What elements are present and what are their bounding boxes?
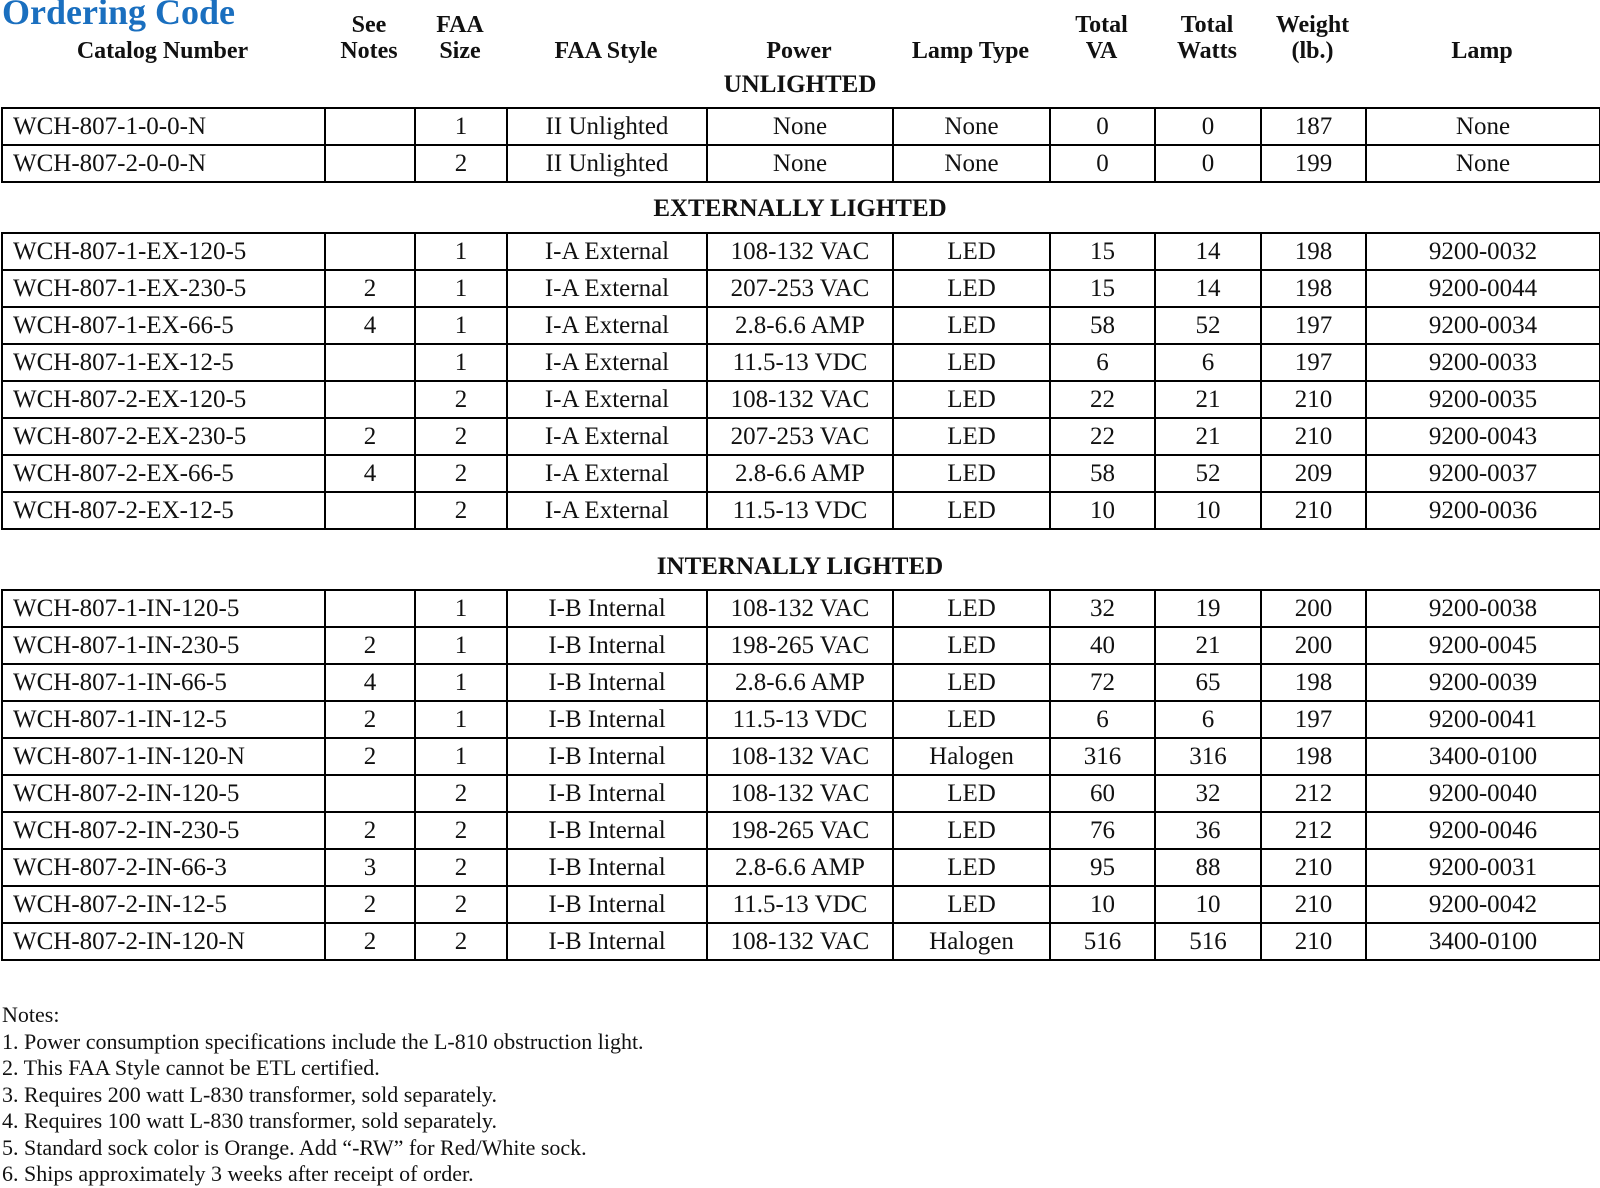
table-row [2, 270, 1600, 307]
cell-catalog-number: WCH-807-2-IN-66-3 [2, 849, 325, 886]
header-line: Total [1075, 12, 1128, 38]
cell-catalog-number: WCH-807-2-EX-120-5 [2, 381, 325, 418]
cell-power: 108-132 VAC [707, 738, 893, 775]
cell-power: 2.8-6.6 AMP [707, 307, 893, 344]
note-item: 4. Requires 100 watt L-830 transformer, sold separately. [2, 1108, 497, 1133]
cell-see-notes: 2 [325, 270, 415, 307]
cell-faa-style: I-B Internal [507, 775, 707, 812]
note-item: 6. Ships approximately 3 weeks after receipt of order. [2, 1161, 474, 1186]
cell-lamp: 9200-0038 [1366, 590, 1600, 627]
cell-faa-size: 1 [415, 233, 507, 270]
cell-weight: 200 [1261, 590, 1366, 627]
cell-total-watts: 21 [1155, 418, 1261, 455]
cell-total-va: 32 [1050, 590, 1155, 627]
cell-see-notes: 4 [325, 307, 415, 344]
cell-catalog-number: WCH-807-2-IN-230-5 [2, 812, 325, 849]
header-faa-size [414, 8, 506, 64]
cell-total-watts: 6 [1155, 344, 1261, 381]
cell-weight: 198 [1261, 233, 1366, 270]
header-line: Watts [1177, 38, 1237, 64]
cell-total-watts: 10 [1155, 886, 1261, 923]
cell-faa-size: 2 [415, 492, 507, 529]
cell-faa-size: 2 [415, 418, 507, 455]
cell-power: 207-253 VAC [707, 418, 893, 455]
cell-catalog-number: WCH-807-2-EX-230-5 [2, 418, 325, 455]
cell-weight: 198 [1261, 738, 1366, 775]
cell-faa-size: 2 [415, 775, 507, 812]
cell-see-notes: 2 [325, 886, 415, 923]
table-row [2, 738, 1600, 775]
header-lamp [1365, 8, 1599, 64]
cell-total-va: 15 [1050, 270, 1155, 307]
header-line: VA [1085, 38, 1118, 64]
cell-see-notes: 4 [325, 664, 415, 701]
table-row [2, 418, 1600, 455]
cell-weight: 199 [1261, 145, 1366, 182]
table-row [2, 775, 1600, 812]
notes-list [2, 1029, 644, 1188]
cell-weight: 197 [1261, 307, 1366, 344]
table-row [2, 307, 1600, 344]
cell-lamp: 9200-0042 [1366, 886, 1600, 923]
cell-total-watts: 65 [1155, 664, 1261, 701]
cell-faa-style: II Unlighted [507, 108, 707, 145]
table-row [2, 812, 1600, 849]
table-row [2, 108, 1600, 145]
cell-lamp: 9200-0033 [1366, 344, 1600, 381]
notes-section [2, 1002, 644, 1188]
cell-faa-style: I-A External [507, 455, 707, 492]
header-catalog-number [1, 8, 324, 64]
cell-see-notes: 2 [325, 923, 415, 960]
cell-faa-style: I-A External [507, 270, 707, 307]
cell-faa-size: 2 [415, 381, 507, 418]
cell-weight: 198 [1261, 270, 1366, 307]
cell-power: 2.8-6.6 AMP [707, 455, 893, 492]
cell-lamp: None [1366, 108, 1600, 145]
cell-total-va: 10 [1050, 886, 1155, 923]
cell-catalog-number: WCH-807-2-EX-12-5 [2, 492, 325, 529]
cell-see-notes: 2 [325, 812, 415, 849]
cell-faa-size: 2 [415, 812, 507, 849]
cell-faa-size: 2 [415, 455, 507, 492]
cell-total-watts: 88 [1155, 849, 1261, 886]
cell-faa-size: 1 [415, 270, 507, 307]
cell-total-va: 40 [1050, 627, 1155, 664]
cell-total-va: 516 [1050, 923, 1155, 960]
cell-faa-size: 2 [415, 923, 507, 960]
cell-lamp-type: None [893, 145, 1050, 182]
note-item: 5. Standard sock color is Orange. Add “-RW” for Red/White sock. [2, 1134, 587, 1160]
cell-faa-size: 1 [415, 664, 507, 701]
cell-faa-style: I-A External [507, 307, 707, 344]
cell-lamp-type: LED [893, 886, 1050, 923]
cell-total-watts: 516 [1155, 923, 1261, 960]
cell-faa-size: 1 [415, 627, 507, 664]
cell-see-notes [325, 344, 415, 381]
cell-total-va: 22 [1050, 381, 1155, 418]
cell-total-va: 316 [1050, 738, 1155, 775]
cell-total-va: 15 [1050, 233, 1155, 270]
cell-power: 2.8-6.6 AMP [707, 849, 893, 886]
cell-see-notes [325, 233, 415, 270]
cell-faa-style: I-A External [507, 418, 707, 455]
header-line: Lamp Type [911, 38, 1030, 64]
cell-total-va: 60 [1050, 775, 1155, 812]
cell-lamp-type: LED [893, 590, 1050, 627]
cell-weight: 210 [1261, 418, 1366, 455]
cell-catalog-number: WCH-807-1-IN-230-5 [2, 627, 325, 664]
cell-catalog-number: WCH-807-1-IN-12-5 [2, 701, 325, 738]
cell-see-notes [325, 145, 415, 182]
table-row [2, 923, 1600, 960]
cell-faa-size: 1 [415, 738, 507, 775]
cell-weight: 198 [1261, 664, 1366, 701]
notes-heading: Notes: [2, 1002, 60, 1027]
cell-weight: 210 [1261, 492, 1366, 529]
table-row [2, 492, 1600, 529]
cell-see-notes [325, 381, 415, 418]
table-row [2, 344, 1600, 381]
cell-catalog-number: WCH-807-2-IN-120-N [2, 923, 325, 960]
cell-total-watts: 19 [1155, 590, 1261, 627]
cell-faa-style: I-B Internal [507, 738, 707, 775]
table-externally-lighted [1, 232, 1600, 530]
cell-lamp-type: LED [893, 775, 1050, 812]
cell-power: 11.5-13 VDC [707, 886, 893, 923]
cell-see-notes [325, 492, 415, 529]
cell-total-va: 58 [1050, 455, 1155, 492]
note-item: 1. Power consumption specifications include the L-810 obstruction light. [2, 1028, 644, 1054]
cell-lamp-type: LED [893, 849, 1050, 886]
header-total-va [1049, 8, 1154, 64]
cell-total-va: 76 [1050, 812, 1155, 849]
cell-lamp: 9200-0034 [1366, 307, 1600, 344]
cell-faa-style: I-B Internal [507, 701, 707, 738]
table-row [2, 701, 1600, 738]
table-unlighted [1, 107, 1600, 183]
cell-see-notes [325, 108, 415, 145]
header-line: FAA Style [554, 38, 658, 64]
cell-power: None [707, 108, 893, 145]
cell-total-watts: 0 [1155, 145, 1261, 182]
cell-see-notes: 2 [325, 627, 415, 664]
cell-lamp: 9200-0031 [1366, 849, 1600, 886]
cell-faa-style: I-A External [507, 492, 707, 529]
cell-power: 2.8-6.6 AMP [707, 664, 893, 701]
header-line: Size [439, 38, 481, 64]
cell-total-va: 72 [1050, 664, 1155, 701]
cell-lamp-type: Halogen [893, 923, 1050, 960]
cell-catalog-number: WCH-807-1-EX-120-5 [2, 233, 325, 270]
page-title: Ordering Code [2, 0, 235, 32]
cell-power: 108-132 VAC [707, 381, 893, 418]
cell-lamp: 9200-0046 [1366, 812, 1600, 849]
cell-lamp-type: LED [893, 664, 1050, 701]
table-row [2, 455, 1600, 492]
cell-lamp: 3400-0100 [1366, 738, 1600, 775]
cell-total-watts: 6 [1155, 701, 1261, 738]
cell-total-va: 0 [1050, 108, 1155, 145]
cell-catalog-number: WCH-807-2-IN-120-5 [2, 775, 325, 812]
cell-total-watts: 14 [1155, 270, 1261, 307]
header-line: Total [1180, 12, 1234, 38]
header-power [706, 8, 892, 64]
header-line: Catalog Number [76, 38, 249, 64]
cell-faa-style: I-A External [507, 381, 707, 418]
table-row [2, 849, 1600, 886]
cell-faa-style: I-B Internal [507, 664, 707, 701]
cell-faa-style: I-A External [507, 344, 707, 381]
table-row [2, 381, 1600, 418]
cell-faa-size: 1 [415, 590, 507, 627]
cell-faa-size: 1 [415, 108, 507, 145]
header-line: FAA [436, 12, 484, 38]
cell-catalog-number: WCH-807-2-IN-12-5 [2, 886, 325, 923]
cell-faa-size: 1 [415, 701, 507, 738]
cell-catalog-number: WCH-807-1-EX-230-5 [2, 270, 325, 307]
cell-lamp-type: LED [893, 701, 1050, 738]
cell-lamp: 9200-0040 [1366, 775, 1600, 812]
cell-see-notes: 2 [325, 418, 415, 455]
cell-total-va: 6 [1050, 701, 1155, 738]
cell-power: 11.5-13 VDC [707, 344, 893, 381]
header-weight [1260, 8, 1365, 64]
cell-lamp-type: LED [893, 455, 1050, 492]
cell-lamp: 3400-0100 [1366, 923, 1600, 960]
header-line: See [351, 12, 387, 38]
header-see-notes [324, 8, 414, 64]
cell-faa-size: 1 [415, 307, 507, 344]
cell-lamp: 9200-0037 [1366, 455, 1600, 492]
header-line: Notes [340, 38, 398, 64]
cell-faa-style: I-B Internal [507, 886, 707, 923]
cell-total-va: 6 [1050, 344, 1155, 381]
cell-lamp-type: LED [893, 307, 1050, 344]
cell-catalog-number: WCH-807-2-EX-66-5 [2, 455, 325, 492]
cell-see-notes [325, 590, 415, 627]
cell-total-watts: 10 [1155, 492, 1261, 529]
cell-total-watts: 52 [1155, 307, 1261, 344]
cell-see-notes: 2 [325, 738, 415, 775]
cell-see-notes [325, 775, 415, 812]
cell-power: 108-132 VAC [707, 233, 893, 270]
table-row [2, 627, 1600, 664]
cell-catalog-number: WCH-807-1-EX-66-5 [2, 307, 325, 344]
section-title-unlighted: UNLIGHTED [723, 71, 877, 98]
cell-power: 108-132 VAC [707, 923, 893, 960]
cell-weight: 200 [1261, 627, 1366, 664]
header-line: Lamp [1451, 38, 1513, 64]
cell-lamp-type: None [893, 108, 1050, 145]
header-line: Weight [1275, 12, 1350, 38]
cell-weight: 209 [1261, 455, 1366, 492]
cell-lamp: 9200-0044 [1366, 270, 1600, 307]
cell-lamp-type: LED [893, 344, 1050, 381]
cell-lamp: 9200-0035 [1366, 381, 1600, 418]
cell-lamp: None [1366, 145, 1600, 182]
table-row [2, 886, 1600, 923]
cell-lamp-type: LED [893, 627, 1050, 664]
cell-faa-size: 2 [415, 849, 507, 886]
cell-weight: 210 [1261, 381, 1366, 418]
cell-total-watts: 36 [1155, 812, 1261, 849]
cell-lamp-type: LED [893, 812, 1050, 849]
cell-weight: 212 [1261, 775, 1366, 812]
cell-weight: 212 [1261, 812, 1366, 849]
cell-total-watts: 21 [1155, 381, 1261, 418]
cell-power: 198-265 VAC [707, 627, 893, 664]
cell-catalog-number: WCH-807-1-IN-120-5 [2, 590, 325, 627]
cell-lamp-type: Halogen [893, 738, 1050, 775]
cell-total-watts: 14 [1155, 233, 1261, 270]
table-row [2, 590, 1600, 627]
cell-lamp-type: LED [893, 270, 1050, 307]
note-item: 2. This FAA Style cannot be ETL certified. [2, 1055, 380, 1080]
cell-total-va: 10 [1050, 492, 1155, 529]
cell-faa-style: I-B Internal [507, 627, 707, 664]
cell-weight: 210 [1261, 923, 1366, 960]
cell-faa-style: I-A External [507, 233, 707, 270]
header-faa-style [506, 8, 706, 64]
cell-power: 11.5-13 VDC [707, 492, 893, 529]
cell-faa-style: I-B Internal [507, 923, 707, 960]
cell-lamp: 9200-0043 [1366, 418, 1600, 455]
cell-lamp: 9200-0032 [1366, 233, 1600, 270]
cell-power: 108-132 VAC [707, 590, 893, 627]
cell-power: 207-253 VAC [707, 270, 893, 307]
cell-power: 11.5-13 VDC [707, 701, 893, 738]
header-total-watts [1154, 8, 1260, 64]
cell-total-va: 22 [1050, 418, 1155, 455]
cell-faa-style: I-B Internal [507, 849, 707, 886]
table-row [2, 233, 1600, 270]
cell-total-va: 95 [1050, 849, 1155, 886]
cell-total-watts: 32 [1155, 775, 1261, 812]
cell-catalog-number: WCH-807-1-EX-12-5 [2, 344, 325, 381]
cell-lamp: 9200-0041 [1366, 701, 1600, 738]
header-line: (lb.) [1291, 38, 1334, 64]
cell-lamp-type: LED [893, 381, 1050, 418]
table-row [2, 145, 1600, 182]
cell-weight: 197 [1261, 344, 1366, 381]
note-item: 3. Requires 200 watt L-830 transformer, sold separately. [2, 1081, 497, 1107]
cell-total-va: 0 [1050, 145, 1155, 182]
cell-lamp: 9200-0039 [1366, 664, 1600, 701]
cell-catalog-number: WCH-807-1-IN-66-5 [2, 664, 325, 701]
header-line: Power [766, 38, 832, 64]
cell-see-notes: 3 [325, 849, 415, 886]
section-title-externally-lighted: EXTERNALLY LIGHTED [653, 195, 947, 222]
cell-lamp-type: LED [893, 492, 1050, 529]
cell-total-watts: 316 [1155, 738, 1261, 775]
cell-see-notes: 4 [325, 455, 415, 492]
cell-power: 198-265 VAC [707, 812, 893, 849]
cell-power: 108-132 VAC [707, 775, 893, 812]
cell-lamp: 9200-0045 [1366, 627, 1600, 664]
cell-total-va: 58 [1050, 307, 1155, 344]
cell-total-watts: 52 [1155, 455, 1261, 492]
cell-faa-style: I-B Internal [507, 590, 707, 627]
cell-faa-size: 2 [415, 145, 507, 182]
cell-see-notes: 2 [325, 701, 415, 738]
cell-catalog-number: WCH-807-2-0-0-N [2, 145, 325, 182]
cell-faa-size: 2 [415, 886, 507, 923]
cell-lamp: 9200-0036 [1366, 492, 1600, 529]
cell-weight: 187 [1261, 108, 1366, 145]
cell-faa-style: I-B Internal [507, 812, 707, 849]
cell-catalog-number: WCH-807-1-IN-120-N [2, 738, 325, 775]
cell-faa-size: 1 [415, 344, 507, 381]
cell-weight: 210 [1261, 849, 1366, 886]
cell-power: None [707, 145, 893, 182]
cell-total-watts: 21 [1155, 627, 1261, 664]
cell-lamp-type: LED [893, 233, 1050, 270]
section-title-internally-lighted: INTERNALLY LIGHTED [656, 553, 944, 580]
cell-total-watts: 0 [1155, 108, 1261, 145]
cell-lamp-type: LED [893, 418, 1050, 455]
table-row [2, 664, 1600, 701]
cell-weight: 197 [1261, 701, 1366, 738]
table-internally-lighted [1, 589, 1600, 961]
cell-catalog-number: WCH-807-1-0-0-N [2, 108, 325, 145]
cell-weight: 210 [1261, 886, 1366, 923]
header-lamp-type [892, 8, 1049, 64]
cell-faa-style: II Unlighted [507, 145, 707, 182]
